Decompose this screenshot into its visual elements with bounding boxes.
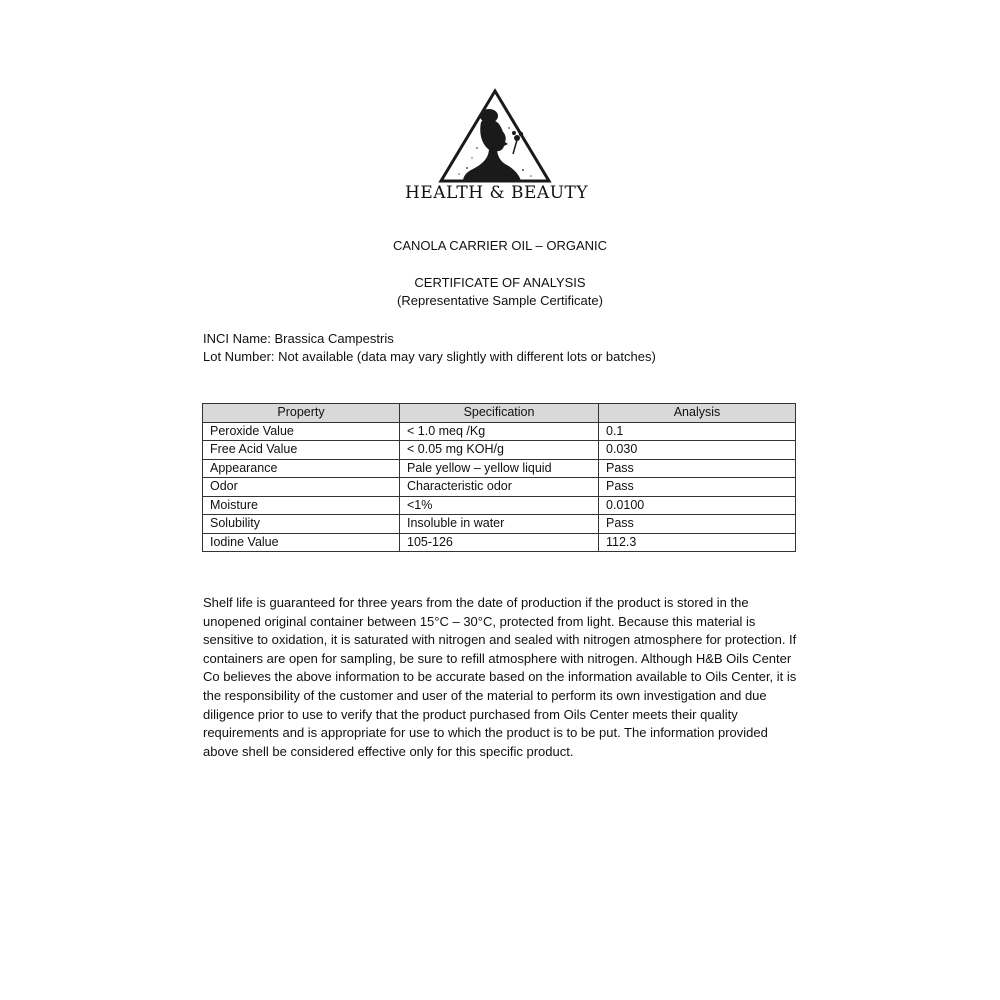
- table-cell: Pass: [599, 478, 796, 497]
- table-cell: Pass: [599, 515, 796, 534]
- table-cell: Insoluble in water: [400, 515, 599, 534]
- table-row: [203, 422, 796, 441]
- column-header-analysis: Analysis: [599, 404, 796, 423]
- product-title: CANOLA CARRIER OIL – ORGANIC: [392, 238, 608, 253]
- table-cell: < 0.05 mg KOH/g: [400, 441, 599, 460]
- table-row: [203, 515, 796, 534]
- table-row: [203, 478, 796, 497]
- table-cell: < 1.0 meq /Kg: [400, 422, 599, 441]
- lot-number: Lot Number: Not available (data may vary slightly with different lots or batches): [203, 349, 656, 364]
- certificate-title: CERTIFICATE OF ANALYSIS: [414, 275, 586, 290]
- woman-silhouette-triangle-icon: [437, 88, 553, 184]
- table-row: [203, 441, 796, 460]
- table-header-row: [203, 404, 796, 423]
- column-header-property: Property: [203, 404, 400, 423]
- column-header-specification: Specification: [400, 404, 599, 423]
- table-cell: Solubility: [203, 515, 400, 534]
- table-cell: Appearance: [203, 459, 400, 478]
- table-row: [203, 533, 796, 552]
- disclaimer-paragraph: Shelf life is guaranteed for three years from the date of production if the product is stored in the unopened original container between 15°C – 30°C, protected from light. Because this material is sensitive to oxidation, it is saturated with nitrogen and sealed with nitrogen atmosphere for protection. If containers are open for sampling, be sure to refill atmosphere with nitrogen. Although H&B Oils Center Co believes the above information to be accurate based on the information available to Oils Center, it is the responsibility of the customer and user of the material to perform its own investigation and due diligence prior to use to verify that the product purchased from Oils Center meets their quality requirements and is appropriate for use to which the product is to be put. The information provided above shell be considered effective only for this specific product.: [203, 595, 797, 759]
- inci-name: INCI Name: Brassica Campestris: [203, 331, 394, 346]
- table-row: [203, 459, 796, 478]
- table-cell: Pass: [599, 459, 796, 478]
- table-cell: Odor: [203, 478, 400, 497]
- table-cell: Pale yellow – yellow liquid: [400, 459, 599, 478]
- table-cell: Characteristic odor: [400, 478, 599, 497]
- brand-name: HEALTH & BEAUTY: [405, 183, 589, 203]
- brand-logo: [405, 88, 589, 208]
- table-cell: <1%: [400, 496, 599, 515]
- table-cell: 105-126: [400, 533, 599, 552]
- certificate-subtitle: (Representative Sample Certificate): [397, 293, 603, 308]
- table-cell: 0.1: [599, 422, 796, 441]
- table-cell: Iodine Value: [203, 533, 400, 552]
- table-cell: Moisture: [203, 496, 400, 515]
- analysis-table: [202, 403, 796, 552]
- table-cell: Free Acid Value: [203, 441, 400, 460]
- table-cell: 0.030: [599, 441, 796, 460]
- table-cell: 112.3: [599, 533, 796, 552]
- table-cell: Peroxide Value: [203, 422, 400, 441]
- table-cell: 0.0100: [599, 496, 796, 515]
- table-row: [203, 496, 796, 515]
